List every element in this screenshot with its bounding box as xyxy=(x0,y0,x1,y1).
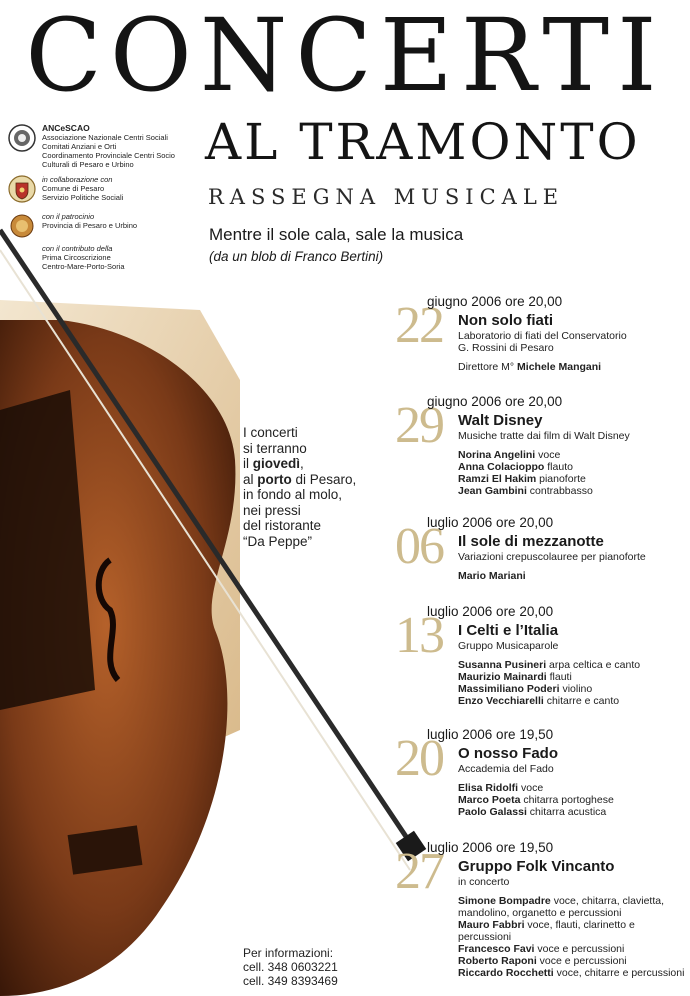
sponsor-line: Coordinamento Provinciale Centri Socio xyxy=(42,151,175,160)
event-title: Walt Disney xyxy=(458,412,543,429)
info-line: del ristorante xyxy=(243,518,322,533)
performer: Enzo Vecchiarelli chitarre e canto xyxy=(458,695,620,707)
sponsor-line: Centro-Mare-Porto-Soria xyxy=(42,262,125,271)
event-date: luglio 2006 ore 19,50 xyxy=(427,840,554,855)
info-line: I concerti xyxy=(243,425,298,440)
event-performers xyxy=(458,570,690,582)
event-desc: Gruppo Musicaparole xyxy=(458,640,559,652)
event-day-number: 13 xyxy=(395,607,443,664)
event-title: I Celti e l’Italia xyxy=(458,622,559,639)
sponsor-line: Comitati Anziani e Orti xyxy=(42,142,117,151)
event-date: giugno 2006 ore 20,00 xyxy=(427,294,563,309)
ancescao-logo-icon xyxy=(8,124,36,152)
info-line: in fondo al molo, xyxy=(243,487,343,502)
tagline-credit: (da un blob di Franco Bertini) xyxy=(209,249,384,264)
info-line-place: al porto di Pesaro, xyxy=(243,471,357,487)
performer: Mauro Fabbri voce, flauti, clarinetto e percussioni xyxy=(458,919,635,943)
event-desc: Variazioni crepuscolauree per pianoforte xyxy=(458,551,646,563)
event-date: giugno 2006 ore 20,00 xyxy=(427,394,563,409)
sponsor-role: in collaborazione con xyxy=(42,175,113,184)
phone-number-2: cell. 349 8393469 xyxy=(243,974,338,988)
sponsor-line: Associazione Nazionale Centri Sociali xyxy=(42,133,168,142)
violin-illustration xyxy=(0,210,430,996)
sponsor-line: Provincia di Pesaro e Urbino xyxy=(42,221,138,230)
event-date: luglio 2006 ore 20,00 xyxy=(427,604,554,619)
event-performers xyxy=(458,659,690,707)
performer: Jean Gambini contrabbasso xyxy=(458,485,593,497)
event-performers xyxy=(458,449,690,497)
sponsor-org-name: ANCeSCAO xyxy=(42,123,90,133)
phone-number-1: cell. 348 0603221 xyxy=(243,960,338,974)
event-performers xyxy=(458,782,690,818)
sponsor-role: con il patrocinio xyxy=(42,212,95,221)
event-date: luglio 2006 ore 20,00 xyxy=(427,515,554,530)
contacts xyxy=(243,946,403,988)
info-line: “Da Peppe” xyxy=(243,533,313,549)
performer: Anna Colacioppo flauto xyxy=(458,461,573,473)
event-performers xyxy=(458,895,690,979)
event-day-number: 06 xyxy=(395,518,443,575)
event-desc: in concerto xyxy=(458,876,510,888)
info-day: giovedì xyxy=(252,456,301,471)
event-title: Il sole di mezzanotte xyxy=(458,533,604,550)
performer: Marco Poeta chitarra portoghese xyxy=(458,794,614,806)
performer: Direttore M° Michele Mangani xyxy=(458,361,602,373)
event-desc: Musiche tratte dai film di Walt Disney xyxy=(458,430,630,442)
sponsor-role: con il contributo della xyxy=(42,244,113,253)
event-performers xyxy=(458,361,690,373)
performer: Elisa Ridolfi voce xyxy=(458,782,544,794)
event-title: Non solo fiati xyxy=(458,312,553,329)
performer: Francesco Favi voce e percussioni xyxy=(458,943,625,955)
sponsor-line: Comune di Pesaro xyxy=(42,184,105,193)
performer: Roberto Raponi voce e percussioni xyxy=(458,955,627,967)
performer: Ramzi El Hakim pianoforte xyxy=(458,473,586,485)
info-line: si terranno xyxy=(243,440,307,456)
event-title: Gruppo Folk Vincanto xyxy=(458,858,615,875)
event-desc: Accademia del Fado xyxy=(458,763,554,775)
event-day-number: 22 xyxy=(395,297,443,354)
sponsor-line: Prima Circoscrizione xyxy=(42,253,111,262)
event-day-number: 29 xyxy=(395,397,443,454)
sponsor-comune xyxy=(8,175,208,203)
performer: Susanna Pusineri arpa celtica e canto xyxy=(458,659,641,671)
event-desc: G. Rossini di Pesaro xyxy=(458,342,554,354)
performer: Maurizio Mainardi flauti xyxy=(458,671,572,683)
sponsor-line: Culturali di Pesaro e Urbino xyxy=(42,160,134,169)
event-desc: Laboratorio di fiati del Conservatorio xyxy=(458,330,627,342)
poster-title: CONCERTI xyxy=(25,0,665,114)
comune-crest-icon xyxy=(8,175,36,203)
tagline: Mentre il sole cala, sale la musica xyxy=(209,225,464,244)
event-date: luglio 2006 ore 19,50 xyxy=(427,727,554,742)
performer: Norina Angelini voce xyxy=(458,449,561,461)
location-info xyxy=(243,425,383,549)
performer: Simone Bompadre voce, chitarra, clavietta, mandolino, organetto e percussioni xyxy=(458,895,664,919)
performer: Massimiliano Poderi violino xyxy=(458,683,593,695)
poster-title-line2: AL TRAMONTO xyxy=(205,113,641,171)
info-line-day: il giovedì, xyxy=(243,456,304,471)
event-day-number: 27 xyxy=(395,843,443,900)
contacts-label: Per informazioni: xyxy=(243,946,334,960)
performer: Riccardo Rocchetti voce, chitarre e percussioni xyxy=(458,967,685,979)
sponsor-line: Servizio Politiche Sociali xyxy=(42,193,124,202)
sponsor-ancescao xyxy=(8,124,208,169)
info-line: nei pressi xyxy=(243,502,301,518)
info-place: porto xyxy=(257,471,292,487)
poster-subtitle: RASSEGNA MUSICALE xyxy=(208,185,565,209)
event-title: O nosso Fado xyxy=(458,745,559,762)
event-day-number: 20 xyxy=(395,730,443,787)
performer: Mario Mariani xyxy=(458,570,526,582)
performer: Paolo Galassi chitarra acustica xyxy=(458,806,607,818)
